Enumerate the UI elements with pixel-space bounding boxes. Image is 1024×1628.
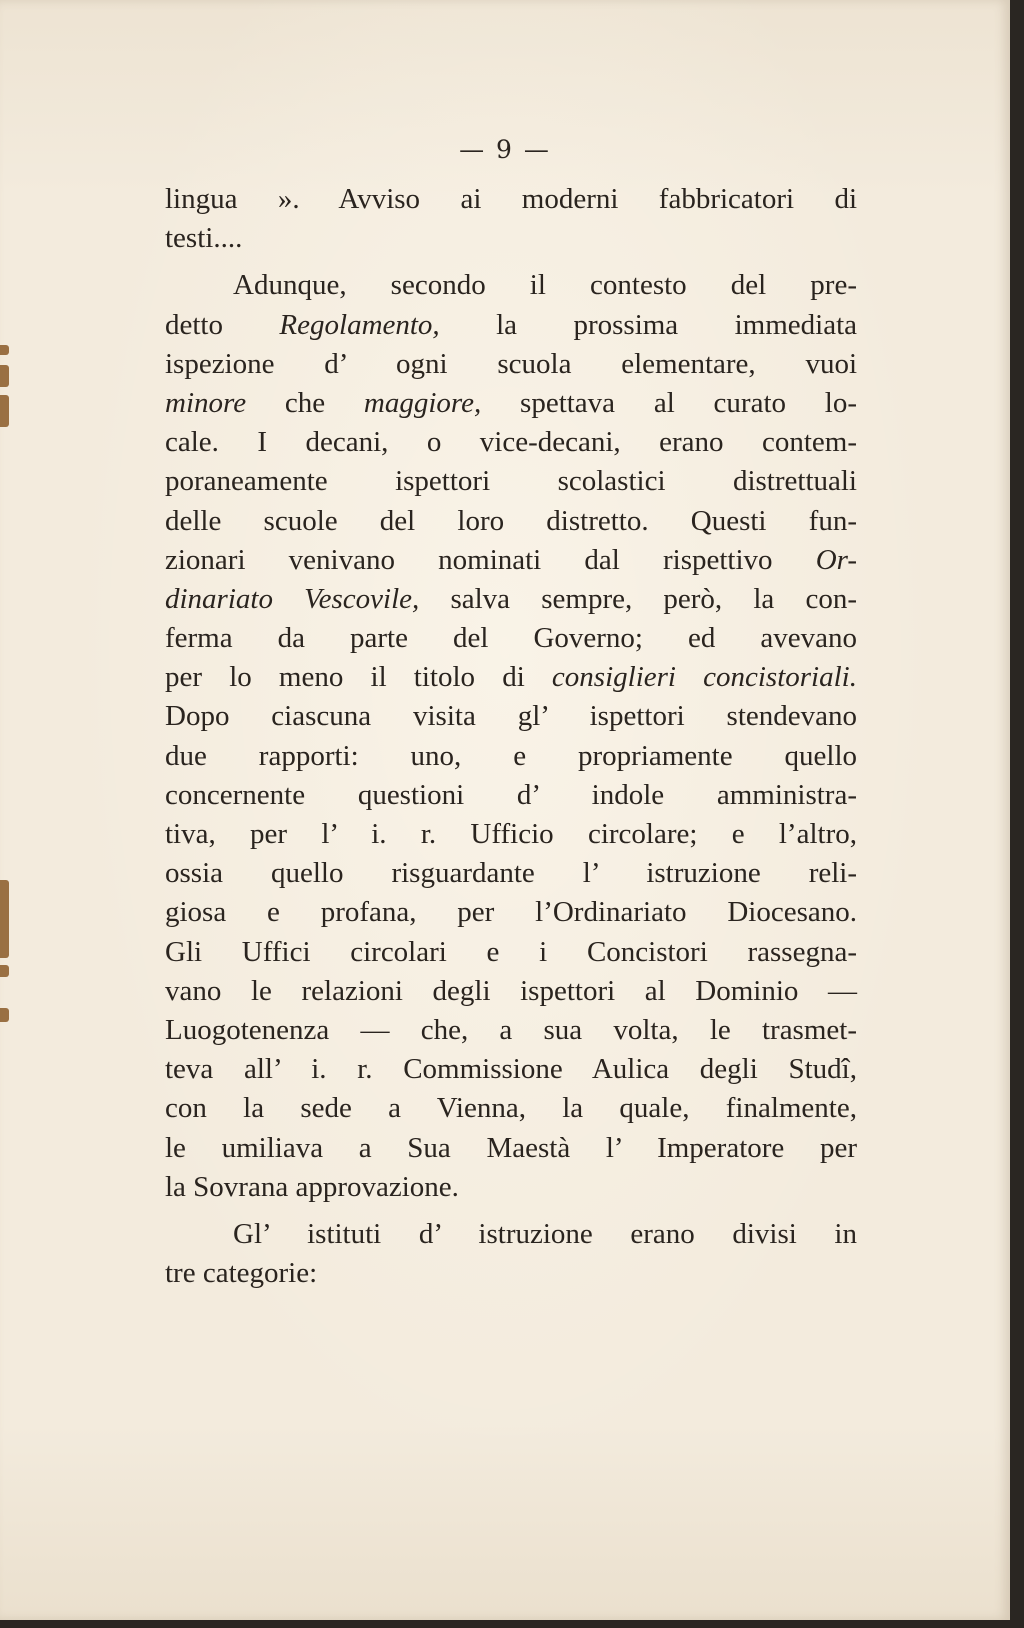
- text-line: [165, 345, 857, 384]
- line-text: salva sempre, però, la con-: [419, 582, 857, 615]
- text-line: [165, 1089, 857, 1128]
- line-text: che: [246, 386, 364, 419]
- text-line: [165, 972, 857, 1011]
- line-text: Adunque, secondo il contesto del pre-: [233, 269, 857, 302]
- line-text: zionari venivano nominati dal rispettivo: [165, 543, 816, 576]
- line-text: tre categorie:: [165, 1257, 318, 1290]
- text-line: [165, 776, 857, 815]
- text-line: [165, 306, 857, 345]
- text-line: [165, 423, 857, 462]
- line-text: tiva, per l’ i. r. Ufficio circolare; e l’altro,: [165, 818, 857, 850]
- text-line: [165, 1129, 857, 1168]
- text-line: [165, 737, 857, 776]
- text-line: [165, 580, 857, 619]
- italic-word: maggiore,: [363, 386, 482, 419]
- line-text: ispezione d’ ogni scuola elementare, vuoi: [165, 347, 857, 380]
- edge-stain: [0, 880, 9, 958]
- text-line: [165, 619, 857, 658]
- text-line: [165, 384, 857, 423]
- italic-title: dinariato Vescovile,: [165, 582, 420, 615]
- text-line: [165, 1254, 857, 1293]
- line-text: giosa e profana, per l’Ordinariato Diocesano.: [165, 896, 857, 929]
- line-text: per lo meno il titolo di: [165, 661, 552, 694]
- line-text: Luogotenenza — che, a sua volta, le trasmet-: [165, 1013, 857, 1046]
- line-text: testi....: [165, 222, 243, 255]
- text-line: [165, 1168, 857, 1207]
- line-text: vano le relazioni degli ispettori al Dominio —: [165, 974, 857, 1007]
- edge-stain: [0, 365, 9, 387]
- line-text: ossia quello risguardante l’ istruzione reli-: [165, 857, 857, 890]
- text-line: [165, 502, 857, 541]
- line-text: poraneamente ispettori scolastici distrettuali: [165, 465, 857, 498]
- line-text: la Sovrana approvazione.: [165, 1170, 459, 1203]
- line-text: Gl’ istituti d’ istruzione erano divisi in: [233, 1217, 857, 1250]
- line-text: due rapporti: uno, e propriamente quello: [165, 739, 857, 772]
- line-text: Gli Uffici circolari e i Concistori rassegna-: [165, 935, 857, 968]
- line-text: la prossima immediata: [439, 308, 857, 341]
- text-line: [165, 933, 857, 972]
- line-text: ferma da parte del Governo; ed avevano: [165, 622, 857, 655]
- edge-stain: [0, 1008, 9, 1022]
- line-text: concernente questioni d’ indole amministra-: [165, 778, 857, 811]
- line-text: le umiliava a Sua Maestà l’ Imperatore per: [165, 1131, 857, 1164]
- italic-word: Or-: [815, 543, 857, 576]
- paragraph-start-line: [165, 1215, 857, 1254]
- page-number: — 9 —: [459, 135, 551, 164]
- text-line: [165, 219, 857, 258]
- text-line: [165, 854, 857, 893]
- text-line: [165, 815, 857, 854]
- italic-word: minore: [165, 386, 247, 419]
- page-edge-stains: [0, 0, 14, 1620]
- paragraph-start-line: [165, 266, 857, 305]
- italic-title: consiglieri concistoriali.: [551, 661, 857, 694]
- line-text: teva all’ i. r. Commissione Aulica degli Studî,: [165, 1053, 857, 1086]
- text-line: [165, 1050, 857, 1089]
- text-line: [165, 697, 857, 736]
- line-text: delle scuole del loro distretto. Questi fun-: [165, 504, 857, 537]
- text-line: [165, 658, 857, 697]
- line-text: spettava al curato lo-: [481, 386, 857, 419]
- text-line: [165, 893, 857, 932]
- italic-title: Regolamento,: [279, 308, 440, 341]
- line-text: con la sede a Vienna, la quale, finalmente,: [165, 1092, 857, 1125]
- edge-stain: [0, 965, 9, 977]
- line-text: lingua ». Avviso ai moderni fabbricatori di: [165, 183, 857, 215]
- line-text: detto: [165, 308, 280, 341]
- line-text: cale. I decani, o vice-decani, erano contem-: [165, 426, 857, 459]
- edge-stain: [0, 395, 9, 427]
- line-text: Dopo ciascuna visita gl’ ispettori stendevano: [165, 700, 857, 733]
- text-line: [165, 541, 857, 580]
- body-text: [165, 180, 857, 1293]
- edge-stain: [0, 345, 9, 355]
- text-line: [165, 462, 857, 501]
- text-line: [165, 180, 857, 219]
- text-line: [165, 1011, 857, 1050]
